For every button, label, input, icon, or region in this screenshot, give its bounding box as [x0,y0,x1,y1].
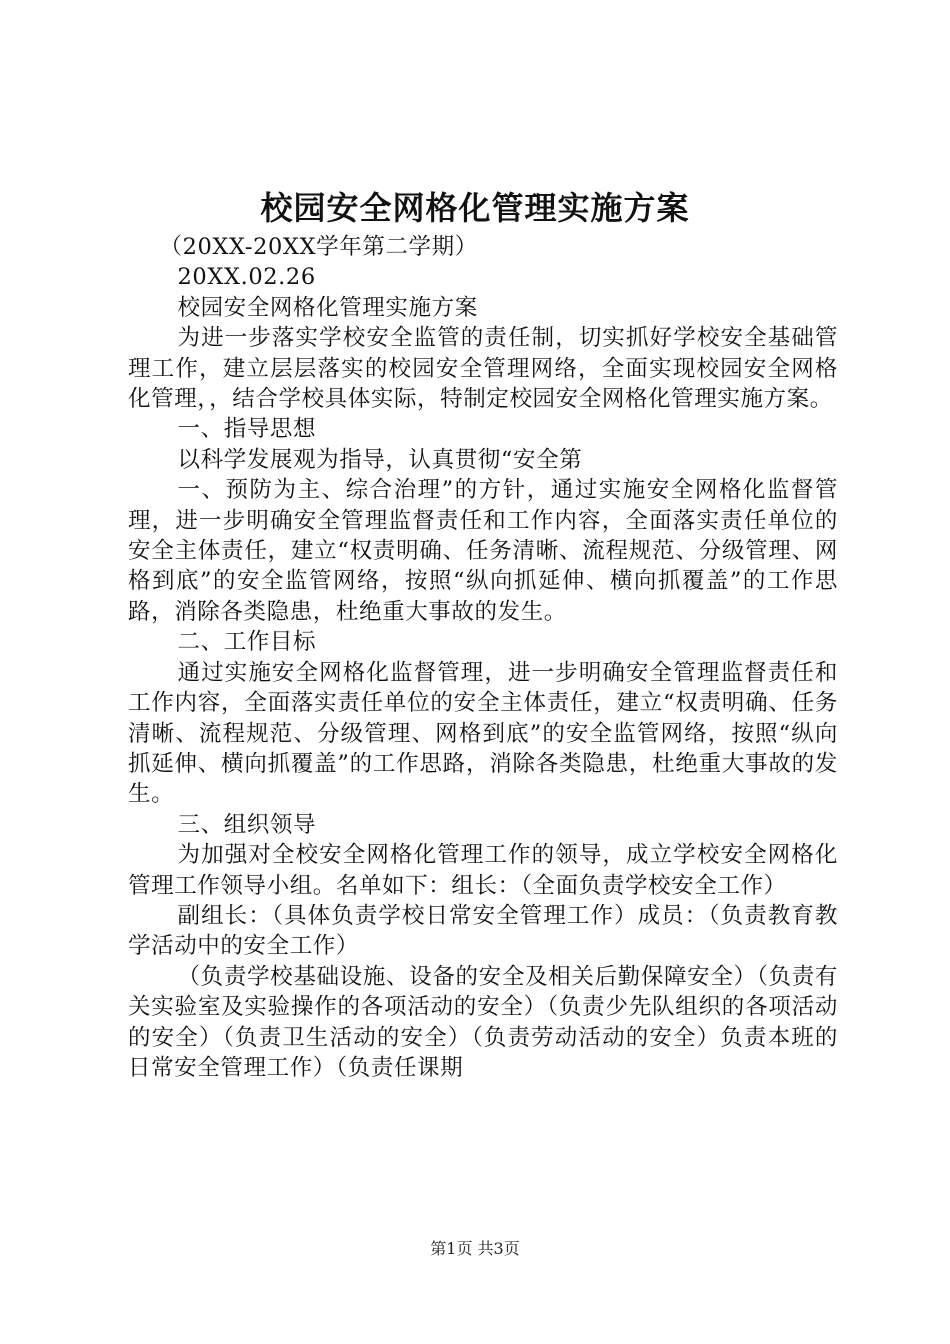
guiding-thought-line: 以科学发展观为指导，认真贯彻“安全第 [177,446,583,473]
guiding-thought-paragraph: 一、预防为主、综合治理”的方针，通过实施安全网格化监督管理，进一步明确安全管理监督责任和工作内容，全面落实责任单位的安全主体责任，建立“权责明确、任务清晰、流程规范、分级管理、网格到底”的安全监管网络，按照“纵向抓延伸、横向抓覆盖”的工作思路，消除各类隐患，杜绝重大事故的发生。 [128,477,838,625]
section-heading-guiding-thought: 一、指导思想 [177,416,317,443]
document-title: 校园安全网格化管理实施方案 [260,189,690,227]
organization-paragraph: 为加强对全校安全网格化管理工作的领导，成立学校安全网格化管理工作领导小组。名单如下：组长：（全面负责学校安全工作） [128,842,838,899]
deputy-leader-paragraph: 副组长：（具体负责学校日常安全管理工作）成员：（负责教育教学活动中的安全工作） [128,902,838,960]
date-line: 20XX.02.26 [177,264,316,291]
intro-paragraph: 为进一步落实学校安全监管的责任制，切实抓好学校安全基础管理工作，建立层层落实的校园安全管理网络，全面实现校园安全网格化管理，，结合学校具体实际，特制定校园安全网格化管理实施方案。 [128,325,838,413]
subtitle-line: 校园安全网格化管理实施方案 [177,294,478,321]
work-goals-paragraph: 通过实施安全网格化监督管理，进一步明确安全管理监督责任和工作内容，全面落实责任单位的安全主体责任，建立“权责明确、任务清晰、流程规范、分级管理、网格到底”的安全监管网络，按照“纵向抓延伸、横向抓覆盖”的工作思路，消除各类隐患，杜绝重大事故的发生。 [128,659,838,808]
page-number-footer: 第1页 共3页 [430,1239,520,1258]
document-body [128,232,838,1083]
section-heading-work-goals: 二、工作目标 [177,629,317,656]
section-heading-organization: 三、组织领导 [177,811,317,838]
responsibilities-paragraph: （负责学校基础设施、设备的安全及相关后勤保障安全）（负责有关实验室及实验操作的各项活动的安全）（负责少先队组织的各项活动的安全）（负责卫生活动的安全）（负责劳动活动的安全）负责本班的日常安全管理工作）（负责任课期 [128,963,838,1081]
semester-line: （20XX-20XX学年第二学期） [159,234,478,260]
